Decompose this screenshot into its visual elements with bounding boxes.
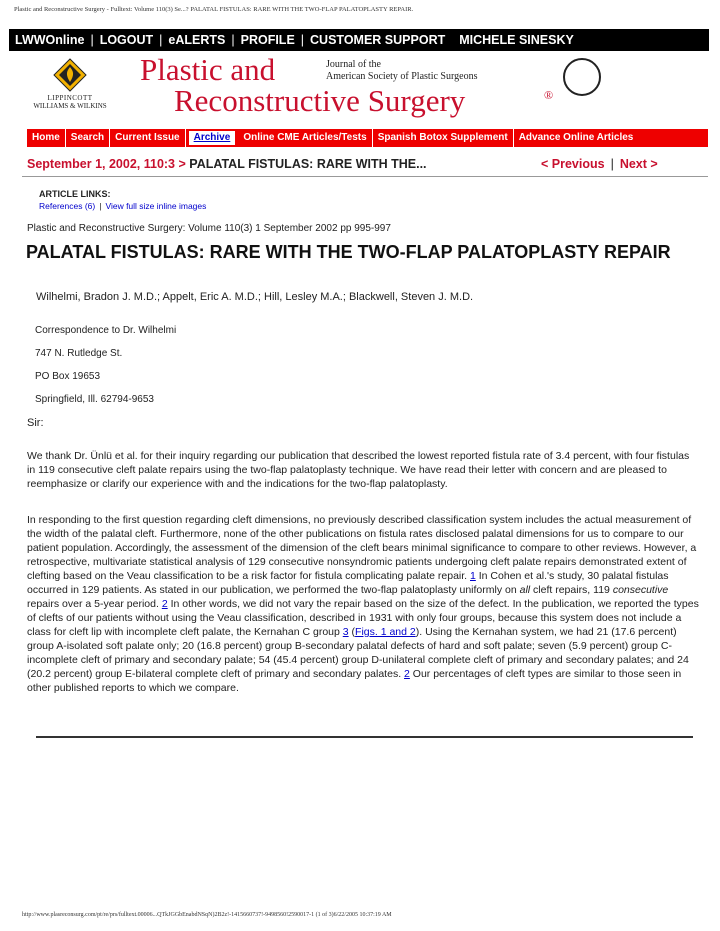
separator: | xyxy=(90,33,94,47)
separator: | xyxy=(610,157,614,171)
breadcrumb-issue[interactable]: September 1, 2002, 110:3 > xyxy=(27,157,186,171)
text-run-italic: all xyxy=(519,584,531,596)
end-divider xyxy=(36,736,693,738)
user-name: MICHELE SINESKY xyxy=(459,33,574,47)
registered-mark: ® xyxy=(544,88,554,102)
nav-home[interactable]: Home xyxy=(27,129,66,147)
article-citation: Plastic and Reconstructive Surgery: Volume 110(3) 1 September 2002 pp 995-997 xyxy=(27,223,391,234)
salutation: Sir: xyxy=(27,417,44,429)
article-pager xyxy=(541,157,658,171)
society-circle-logo xyxy=(563,58,601,96)
masthead-line1: Plastic and xyxy=(140,52,276,87)
reference-link[interactable]: 2 xyxy=(404,668,410,680)
view-images-link[interactable]: View full size inline images xyxy=(105,201,207,211)
separator: | xyxy=(159,33,163,47)
correspondence-line: Correspondence to Dr. Wilhelmi xyxy=(35,325,177,336)
print-footer: http://www.plasreconsurg.com/pt/re/prs/fulltext.00006...QTkJGGbEnabdNSqN)2B2z!-1415660737!-9498560!2590017-1 (1 of 3)6/22/2005 10:37:19 AM xyxy=(22,912,392,918)
nav-spanish-botox[interactable]: Spanish Botox Supplement xyxy=(373,129,514,147)
masthead-journal-of xyxy=(326,59,477,83)
diamond-flame-icon xyxy=(53,58,87,92)
topnav-ealerts[interactable]: eALERTS xyxy=(168,33,226,47)
article-links-row xyxy=(39,201,206,211)
topnav-logout[interactable]: LOGOUT xyxy=(99,33,154,47)
nav-online-cme[interactable]: Online CME Articles/Tests xyxy=(238,129,372,147)
section-nav-bar xyxy=(27,129,708,147)
nav-archive[interactable]: Archive xyxy=(189,131,236,145)
body-paragraph-1: We thank Dr. Ünlü et al. for their inquiry regarding our publication that described the lowest reported fistula rate of 3.4 percent, with four fistulas in 119 consecutive cleft palate repairs using the two-flap palatoplasty technique. We have read their letter with concern and are pleased to reemphasize or clarify our experience with and the indications for the two-flap palatoplasty. xyxy=(27,450,690,490)
breadcrumb xyxy=(27,157,427,171)
breadcrumb-title: PALATAL FISTULAS: RARE WITH THE... xyxy=(189,157,427,171)
text-run: Our percentages of cleft types are similar to those seen in other published reports to which we compare. xyxy=(27,668,682,694)
top-navigation-bar xyxy=(9,29,709,51)
separator: | xyxy=(300,33,305,47)
article-title: PALATAL FISTULAS: RARE WITH THE TWO-FLAP PALATOPLASTY REPAIR xyxy=(26,242,671,262)
masthead-line2: Reconstructive Surgery xyxy=(174,83,466,118)
topnav-lwwonline[interactable]: LWWOnline xyxy=(15,33,85,47)
correspondence-line: Springfield, Ill. 62794-9653 xyxy=(35,394,154,405)
topnav-profile[interactable]: PROFILE xyxy=(240,33,295,47)
nav-advance-online[interactable]: Advance Online Articles xyxy=(518,132,634,143)
print-header: Plastic and Reconstructive Surgery - Fulltext: Volume 110(3) Se...? PALATAL FISTULAS: RARE WITH THE TWO-FLAP PALATOPLASTY REPAIR. xyxy=(14,6,414,13)
separator: | xyxy=(231,33,235,47)
references-link[interactable]: References (6) xyxy=(39,201,96,211)
reference-link[interactable]: 2 xyxy=(161,598,168,610)
topnav-customer-support[interactable]: CUSTOMER SUPPORT xyxy=(310,33,446,47)
text-run-italic: consecutive xyxy=(612,584,669,596)
nav-search[interactable]: Search xyxy=(66,129,110,147)
separator: | xyxy=(99,201,102,211)
correspondence-line: PO Box 19653 xyxy=(35,371,101,382)
journal-of-line2: American Society of Plastic Surgeons xyxy=(326,71,478,82)
nav-current-issue[interactable]: Current Issue xyxy=(110,129,185,147)
reference-link[interactable]: 3 xyxy=(342,626,349,638)
publisher-logo[interactable] xyxy=(22,58,118,122)
text-run: ). Using the Kernahan system, we had 21 (17.6 percent) group A-isolated soft palate only; 20 (16.8 percent) group B-secondary palatal defects of hard and soft palate; seven (5.9 percent) group C-incomplete cleft of primary and secondary palate; 54 (45.4 percent) group D-unilateral complete cleft of primary and secondary palates; and 24 (20.2 percent) group E-bilateral complete cleft of primary and secondary palates. xyxy=(27,626,689,680)
figures-link[interactable]: Figs. 1 and 2 xyxy=(355,626,416,638)
text-run: ( xyxy=(348,626,356,638)
next-link[interactable]: Next > xyxy=(619,157,658,171)
reference-link[interactable]: 1 xyxy=(470,570,476,582)
text-run: In other words, we did not vary the repair based on the size of the defect. In the publication, we reported the types of clefts of our patients without using the Veau classification, described in 1931 with only four groups, because this system does not include a class for cleft lip with incomplete cleft palate, the Kernahan C group xyxy=(27,598,699,638)
publisher-logo-line1: LIPPINCOTT xyxy=(47,94,93,102)
body-paragraph-2 xyxy=(27,513,699,695)
text-run: repairs over a 5-year period. xyxy=(27,598,159,610)
journal-of-line1: Journal of the xyxy=(326,59,381,70)
article-links-heading: ARTICLE LINKS: xyxy=(39,189,111,199)
article-authors: Wilhelmi, Bradon J. M.D.; Appelt, Eric A. M.D.; Hill, Lesley M.A.; Blackwell, Steven J. M.D. xyxy=(36,291,474,303)
text-run: In Cohen et al.'s study, 30 palatal fistulas occurred in 129 patients. As stated in our publication, we performed the two-flap palatoplasty uniformly on xyxy=(27,570,669,596)
divider xyxy=(22,176,708,177)
publisher-logo-line2: WILLIAMS & WILKINS xyxy=(33,102,107,110)
previous-link[interactable]: < Previous xyxy=(541,157,605,171)
text-run: cleft repairs, 119 xyxy=(530,584,613,596)
text-run: In responding to the first question regarding cleft dimensions, no previously described classification system includes the actual measurement of the width of the palatal cleft. Furthermore, none of the other publications on fistula rates disclosed palatal dimensions for us to compare to our patient population. Accordingly, the assessment of the dimension of the cleft bears minimal significance to compare to other reviews. However, a retrospective, multivariate statistical analysis of 129 consecutive nonsyndromic patients undergoing cleft palate repairs demonstrated extent of clefting based on the Veau classification to be a risk factor for fistula complicating palate repair. xyxy=(27,514,697,582)
correspondence-line: 747 N. Rutledge St. xyxy=(35,348,123,359)
